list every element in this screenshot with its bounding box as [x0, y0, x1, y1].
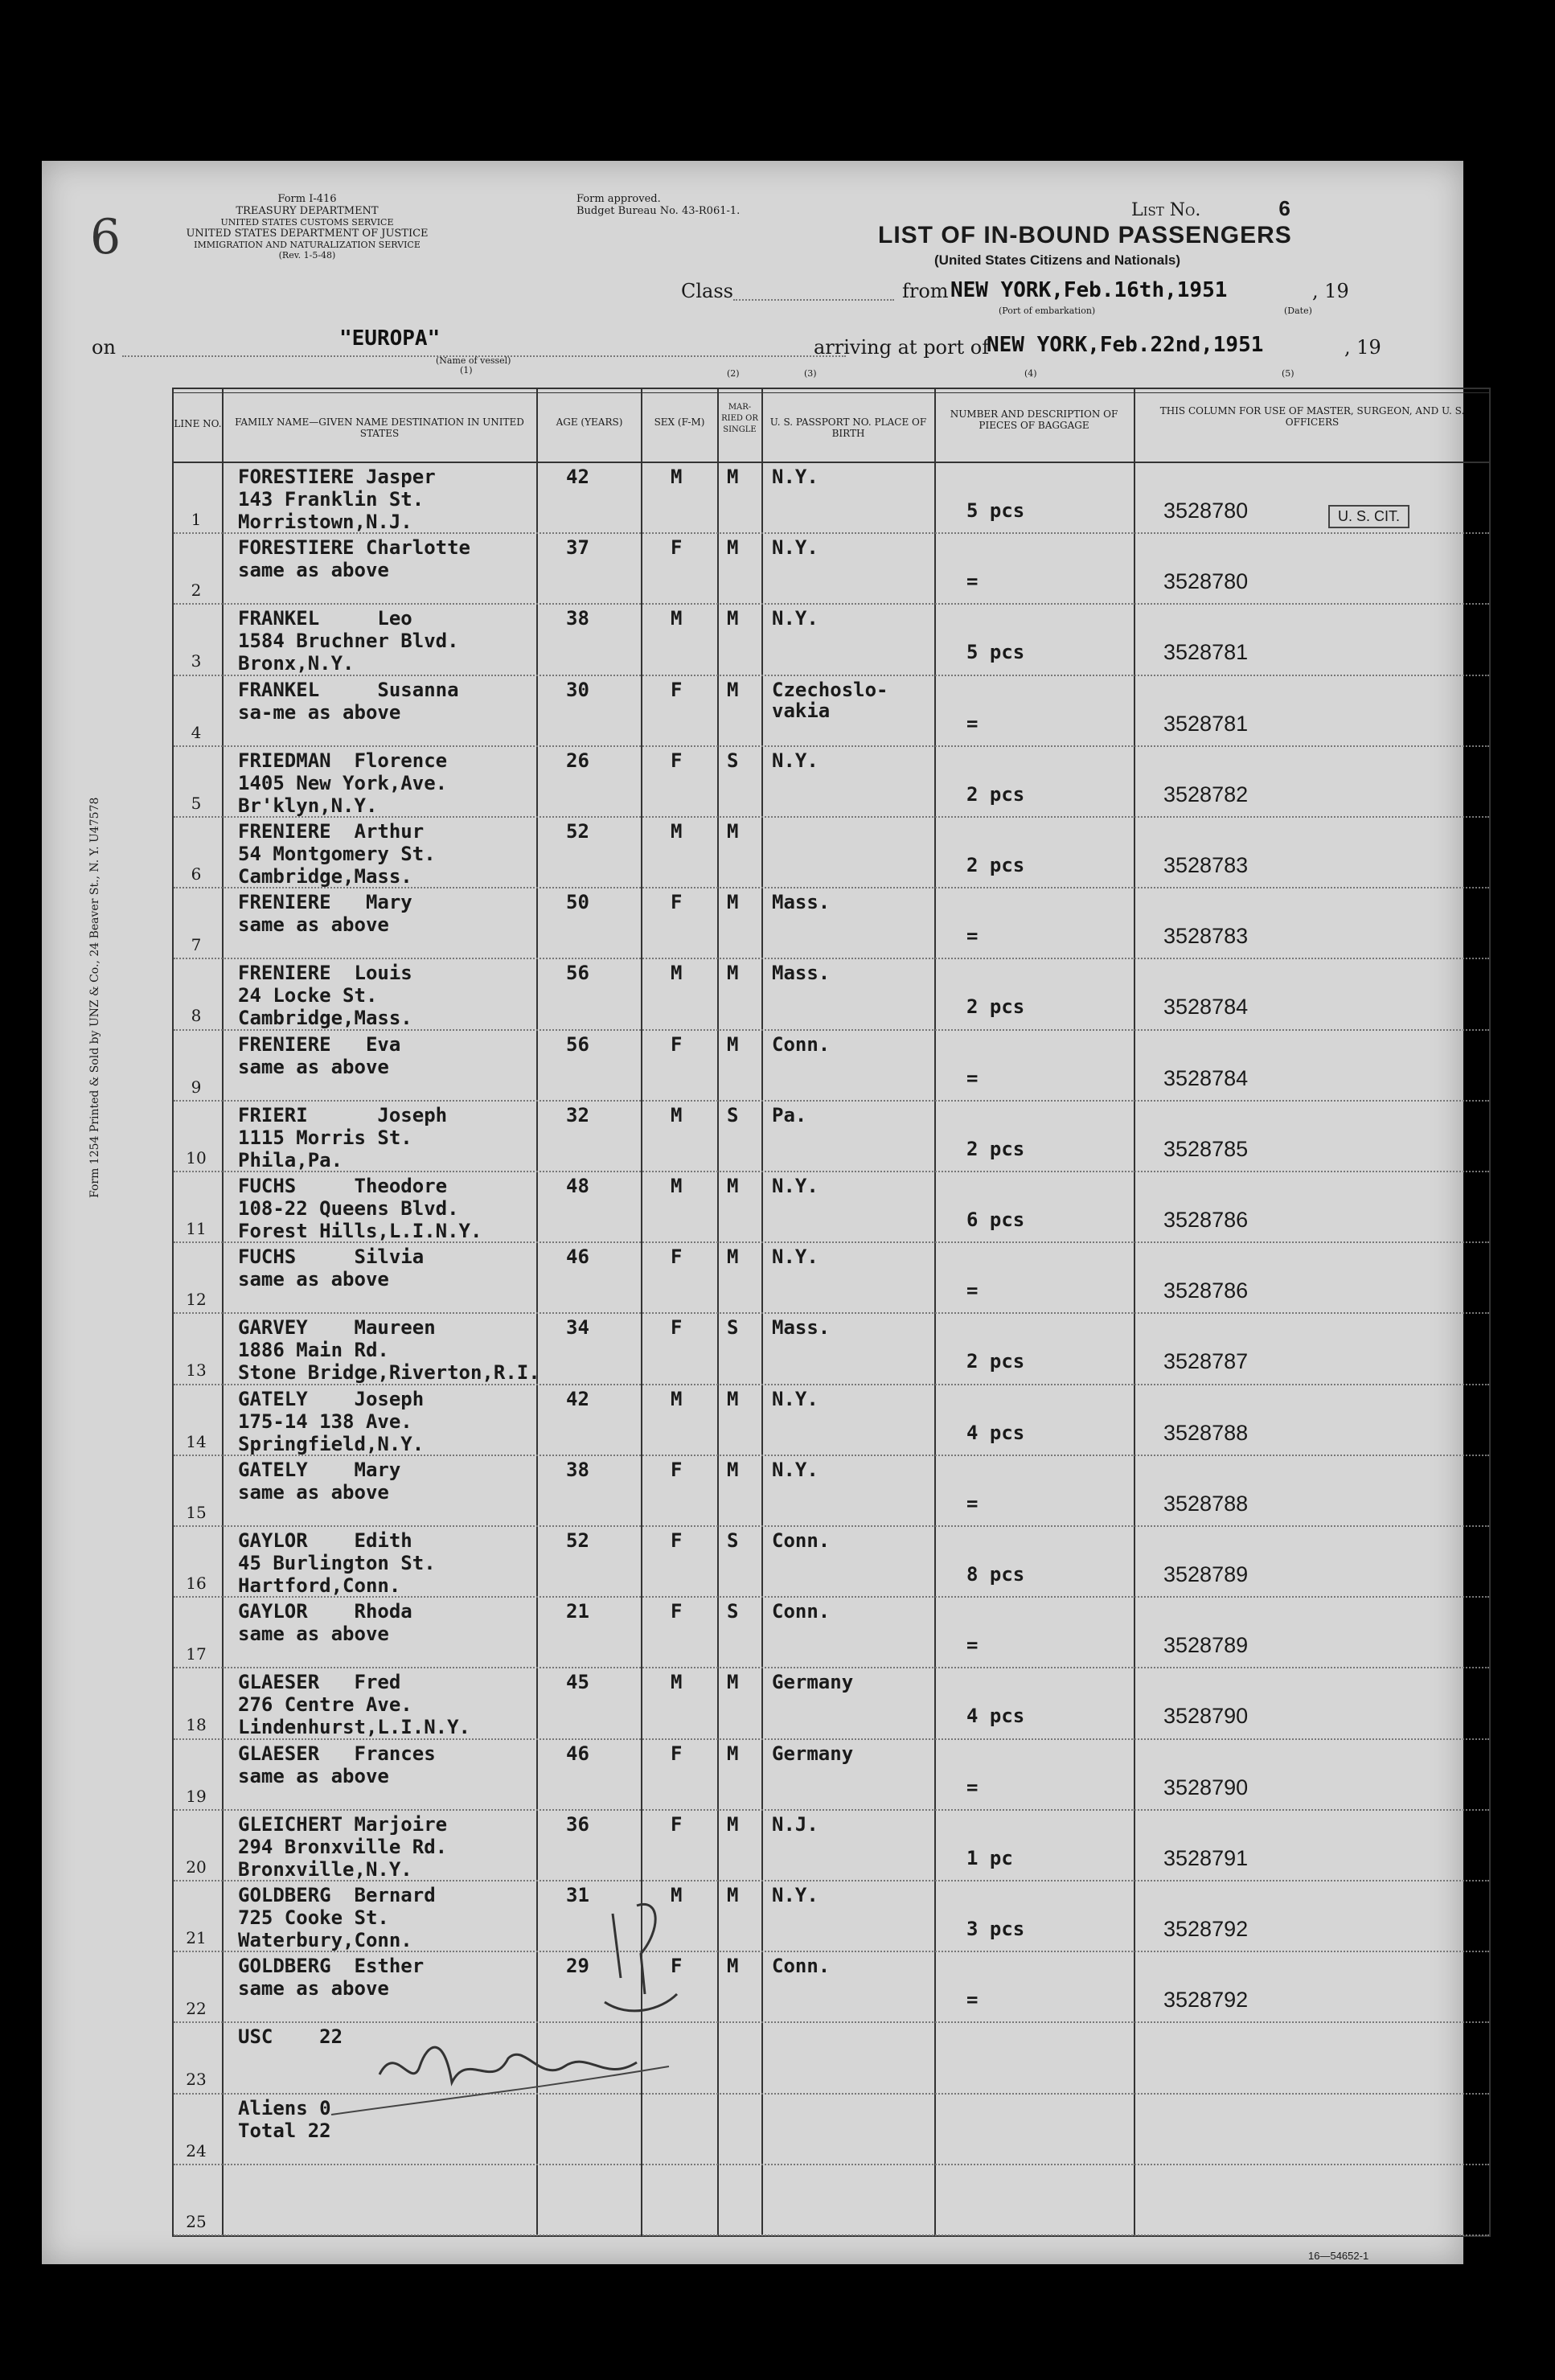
passenger-address: 143 Franklin St. [238, 488, 425, 511]
passenger-address: 1115 Morris St. [238, 1126, 412, 1149]
passenger-age: 56 [566, 1032, 589, 1056]
place-of-birth: N.Y. [772, 1458, 819, 1481]
passenger-age: 46 [566, 1742, 589, 1765]
passenger-age: 26 [566, 749, 589, 772]
baggage-pieces: = [966, 1634, 979, 1657]
place-of-birth: N.Y. [772, 749, 819, 772]
place-of-birth: Conn. [772, 1955, 831, 1978]
class-label: Class [681, 280, 733, 302]
passenger-address: same as above [238, 1055, 389, 1078]
baggage-pieces: 2 pcs [966, 1137, 1025, 1160]
passenger-age: 21 [566, 1600, 589, 1623]
passenger-sex: F [671, 1600, 683, 1623]
officer-number: 3528782 [1163, 782, 1249, 806]
baggage-pieces: = [966, 925, 979, 948]
passenger-name: FRENIERE Mary [238, 891, 412, 914]
officer-number: 3528783 [1163, 924, 1249, 949]
passenger-sex: F [671, 1458, 683, 1481]
line-number: 9 [191, 1077, 202, 1097]
passenger-age: 38 [566, 1458, 589, 1481]
col-header-passport: U. S. PASSPORT NO. PLACE OF BIRTH [769, 416, 927, 439]
page-title: LIST OF IN-BOUND PASSENGERS [878, 222, 1292, 248]
baggage-pieces: = [966, 712, 979, 735]
passenger-city: Stone Bridge,Riverton,R.I. [238, 1361, 540, 1385]
passenger-sex: F [671, 1032, 683, 1056]
margin-mark: 6 [90, 209, 121, 265]
marital-status: M [727, 678, 739, 701]
port-of-embarkation: NEW YORK,Feb.16th,1951 [950, 278, 1228, 302]
baggage-pieces: 8 pcs [966, 1563, 1025, 1586]
officer-number: 3528792 [1163, 1988, 1249, 2013]
marital-status: M [727, 466, 739, 488]
officer-number: 3528786 [1163, 1208, 1249, 1232]
passenger-age: 46 [566, 1245, 589, 1269]
footer-code: 16—54652-1 [1308, 2250, 1369, 2262]
passenger-address: 108-22 Queens Blvd. [238, 1197, 459, 1220]
passenger-city: Springfield,N.Y. [238, 1432, 425, 1455]
passenger-age: 37 [566, 536, 589, 560]
marital-status: S [727, 749, 739, 772]
passenger-address: 54 Montgomery St. [238, 843, 436, 865]
officer-number: 3528780 [1163, 569, 1249, 594]
passenger-address: same as above [238, 1977, 389, 2000]
passenger-name: FRENIERE Arthur [238, 820, 425, 843]
passenger-age: 31 [566, 1884, 589, 1906]
line-number: 6 [191, 864, 202, 884]
passenger-city: Hartford,Conn. [238, 1574, 401, 1597]
place-of-birth: Czechoslo-vakia [772, 678, 888, 722]
officer-number: 3528784 [1163, 995, 1249, 1020]
from-label: from [902, 280, 949, 302]
passenger-sex: F [671, 1955, 683, 1978]
passenger-sex: F [671, 1316, 683, 1340]
passenger-age: 45 [566, 1671, 589, 1694]
place-of-birth: Mass. [772, 891, 831, 914]
line-number: 22 [186, 1999, 207, 2019]
marital-status: M [727, 820, 739, 843]
marital-status: M [727, 1812, 739, 1836]
ins-service: IMMIGRATION AND NATURALIZATION SERVICE [194, 240, 421, 250]
passenger-address: 1584 Bruchner Blvd. [238, 630, 459, 653]
passenger-age: 52 [566, 1529, 589, 1552]
handwritten-total [589, 1881, 701, 2026]
on-label: on [92, 336, 116, 359]
place-of-birth: N.J. [772, 1812, 819, 1836]
place-of-birth: Germany [772, 1742, 854, 1765]
officer-number: 3528791 [1163, 1845, 1249, 1870]
passenger-address: 45 Burlington St. [238, 1552, 436, 1574]
place-of-birth: Conn. [772, 1600, 831, 1623]
marital-status: M [727, 1671, 739, 1694]
passenger-sex: M [671, 607, 683, 630]
passenger-sex: M [671, 1175, 683, 1197]
passenger-sex: F [671, 536, 683, 560]
budget-text: Budget Bureau No. 43-R061-1. [576, 205, 741, 217]
line-number: 2 [191, 581, 202, 601]
form-header [146, 193, 468, 261]
passenger-address: same as above [238, 1764, 389, 1787]
passenger-age: 50 [566, 891, 589, 914]
officer-number: 3528789 [1163, 1633, 1249, 1658]
customs-service: UNITED STATES CUSTOMS SERVICE [220, 217, 394, 228]
line-number: 14 [186, 1431, 207, 1451]
officer-number: 3528780 [1163, 499, 1249, 523]
passenger-name: GLAESER Frances [238, 1742, 436, 1765]
passenger-address: same as above [238, 1268, 389, 1291]
passenger-name: FUCHS Silvia [238, 1245, 425, 1269]
marital-status: M [727, 962, 739, 985]
col-num-1: (1) [460, 365, 473, 375]
line-number: 20 [186, 1857, 207, 1877]
passenger-name: FRIERI Joseph [238, 1103, 448, 1126]
line-number: 10 [186, 1147, 207, 1167]
passenger-name: GAYLOR Rhoda [238, 1600, 412, 1623]
passenger-city: Bronx,N.Y. [238, 652, 355, 675]
baggage-pieces: 1 pc [966, 1846, 1013, 1869]
baggage-pieces: = [966, 1066, 979, 1089]
manifest-page [42, 161, 1463, 2264]
line-number: 1 [191, 510, 202, 529]
officer-number: 3528792 [1163, 1917, 1249, 1941]
line-number: 23 [186, 2070, 207, 2090]
col-header-sex: SEX (F-M) [654, 416, 705, 428]
passenger-age: 56 [566, 962, 589, 985]
passenger-sex: F [671, 891, 683, 914]
marital-status: S [727, 1316, 739, 1340]
col-header-line: LINE NO. [174, 418, 222, 429]
passenger-address: Total 22 [238, 2119, 331, 2142]
marital-status: S [727, 1103, 739, 1126]
place-of-birth: N.Y. [772, 536, 819, 560]
arrival-port-date: NEW YORK,Feb.22nd,1951 [987, 333, 1264, 357]
line-number: 24 [186, 2140, 207, 2160]
place-of-birth: Mass. [772, 1316, 831, 1340]
marital-status: M [727, 1032, 739, 1056]
officer-number: 3528785 [1163, 1136, 1249, 1161]
side-print: Form 1254 Printed & Sold by UNZ & Co., 24 Beaver St., N. Y. U47578 [88, 797, 101, 1198]
passenger-city: Cambridge,Mass. [238, 865, 412, 888]
baggage-pieces: 5 pcs [966, 499, 1025, 522]
passenger-address: same as above [238, 1480, 389, 1504]
officer-number: 3528786 [1163, 1278, 1249, 1303]
baggage-pieces: 4 pcs [966, 1421, 1025, 1444]
marital-status: M [727, 536, 739, 560]
line-number: 8 [191, 1006, 202, 1026]
baggage-pieces: = [966, 1988, 979, 2012]
marital-status: M [727, 891, 739, 914]
line-number: 3 [191, 651, 202, 671]
passenger-name: GATELY Mary [238, 1458, 401, 1481]
passenger-name: GOLDBERG Bernard [238, 1884, 436, 1906]
passenger-age: 48 [566, 1175, 589, 1197]
approval-text: Form approved. [576, 193, 661, 205]
passenger-city: Phila,Pa. [238, 1148, 343, 1172]
passenger-name: FRANKEL Leo [238, 607, 412, 630]
signature [283, 2018, 765, 2139]
line-number: 21 [186, 1928, 207, 1947]
place-of-birth: Germany [772, 1671, 854, 1694]
line-number: 19 [186, 1786, 207, 1806]
place-of-birth: N.Y. [772, 607, 819, 630]
marital-status: M [727, 607, 739, 630]
passenger-address: 1405 New York,Ave. [238, 771, 448, 794]
baggage-pieces: 4 pcs [966, 1705, 1025, 1728]
us-citizen-stamp: U. S. CIT. [1328, 505, 1409, 528]
passenger-age: 32 [566, 1103, 589, 1126]
vessel-name: "EUROPA" [339, 326, 441, 351]
officer-number: 3528790 [1163, 1775, 1249, 1799]
passenger-city: Morristown,N.J. [238, 511, 412, 533]
passenger-sex: M [671, 1103, 683, 1126]
passenger-sex: M [671, 1387, 683, 1410]
list-no [1131, 196, 1290, 221]
year-suffix-2: , 19 [1344, 336, 1381, 359]
line-number: 12 [186, 1290, 207, 1310]
passenger-name: GLAESER Fred [238, 1671, 401, 1694]
col-header-baggage: NUMBER AND DESCRIPTION OF PIECES OF BAGGAGE [950, 408, 1118, 431]
baggage-pieces: 5 pcs [966, 641, 1025, 664]
officer-number: 3528781 [1163, 640, 1249, 665]
passenger-sex: M [671, 1671, 683, 1694]
justice-dept: UNITED STATES DEPARTMENT OF JUSTICE [186, 228, 429, 240]
passenger-name: GARVEY Maureen [238, 1316, 436, 1340]
passenger-age: 42 [566, 466, 589, 488]
passenger-city: Forest Hills,L.I.N.Y. [238, 1220, 482, 1242]
marital-status: M [727, 1387, 739, 1410]
year-suffix-1: , 19 [1312, 280, 1349, 302]
passenger-sex: F [671, 749, 683, 772]
marital-status: M [727, 1742, 739, 1765]
marital-status: M [727, 1245, 739, 1269]
passenger-sex: F [671, 1529, 683, 1552]
place-of-birth: Pa. [772, 1103, 807, 1126]
passenger-name: FRENIERE Eva [238, 1032, 401, 1056]
col-header-officers: THIS COLUMN FOR USE OF MASTER, SURGEON, AND U. S. OFFICERS [1159, 405, 1465, 428]
passenger-address: sa-me as above [238, 700, 401, 724]
list-no-label: List No. [1131, 200, 1201, 220]
baggage-pieces: = [966, 1775, 979, 1799]
passenger-address: same as above [238, 1623, 389, 1646]
passenger-name: FORESTIERE Jasper [238, 466, 436, 488]
passenger-name: GLEICHERT Marjoire [238, 1812, 448, 1836]
passenger-address: 1886 Main Rd. [238, 1339, 389, 1362]
arriving-label: arriving at port of [814, 336, 990, 359]
place-of-birth: N.Y. [772, 1884, 819, 1906]
line-number: 17 [186, 1644, 207, 1664]
col-num-4: (4) [1024, 368, 1037, 379]
passenger-address: 725 Cooke St. [238, 1906, 389, 1929]
passenger-city: Br'klyn,N.Y. [238, 794, 378, 817]
officer-number: 3528783 [1163, 853, 1249, 877]
line-number: 16 [186, 1574, 207, 1593]
passenger-name: FORESTIERE Charlotte [238, 536, 470, 560]
baggage-pieces: 2 pcs [966, 854, 1025, 876]
officer-number: 3528787 [1163, 1349, 1249, 1374]
passenger-address: 276 Centre Ave. [238, 1693, 412, 1717]
baggage-pieces: 2 pcs [966, 995, 1025, 1019]
line-number: 25 [186, 2211, 207, 2231]
baggage-pieces: 6 pcs [966, 1208, 1025, 1231]
passenger-name: GOLDBERG Esther [238, 1955, 425, 1978]
passenger-age: 29 [566, 1955, 589, 1978]
baggage-pieces: = [966, 570, 979, 593]
line-number: 15 [186, 1502, 207, 1522]
place-of-birth: N.Y. [772, 466, 819, 488]
revision: (Rev. 1-5-48) [278, 250, 336, 261]
passenger-name: USC 22 [238, 2025, 343, 2049]
baggage-pieces: = [966, 1279, 979, 1303]
passenger-age: 42 [566, 1387, 589, 1410]
marital-status: M [727, 1458, 739, 1481]
passenger-city: Waterbury,Conn. [238, 1929, 412, 1951]
passenger-name: Aliens 0 [238, 2096, 331, 2119]
col-num-3: (3) [804, 368, 817, 379]
line-number: 13 [186, 1360, 207, 1381]
officer-number: 3528788 [1163, 1491, 1249, 1516]
passenger-name: FRIEDMAN Florence [238, 749, 448, 772]
port-caption: (Port of embarkation) [999, 306, 1096, 316]
place-of-birth: Mass. [772, 962, 831, 985]
passenger-age: 30 [566, 678, 589, 701]
place-of-birth: N.Y. [772, 1245, 819, 1269]
marital-status: M [727, 1884, 739, 1906]
col-header-name: FAMILY NAME—GIVEN NAME DESTINATION IN UNITED STATES [235, 416, 524, 439]
treasury-dept: TREASURY DEPARTMENT [236, 205, 379, 217]
line-number: 5 [191, 793, 202, 813]
place-of-birth: Conn. [772, 1529, 831, 1552]
date-caption: (Date) [1284, 306, 1312, 316]
line-number: 7 [191, 935, 202, 955]
passenger-sex: M [671, 820, 683, 843]
passenger-address: same as above [238, 559, 389, 582]
passenger-address: same as above [238, 913, 389, 937]
passenger-sex: M [671, 1884, 683, 1906]
passenger-age: 36 [566, 1812, 589, 1836]
baggage-pieces: = [966, 1492, 979, 1515]
col-header-married: MAR-RIED OR SINGLE [721, 403, 758, 434]
passenger-age: 52 [566, 820, 589, 843]
line-number: 4 [191, 722, 202, 742]
passenger-sex: F [671, 1245, 683, 1269]
marital-status: S [727, 1600, 739, 1623]
line-number: 18 [186, 1715, 207, 1735]
passenger-address: 24 Locke St. [238, 984, 378, 1007]
baggage-pieces: 2 pcs [966, 1350, 1025, 1373]
baggage-pieces: 2 pcs [966, 782, 1025, 806]
passenger-age: 38 [566, 607, 589, 630]
list-no-value: 6 [1278, 196, 1290, 220]
place-of-birth: N.Y. [772, 1175, 819, 1197]
passenger-address: 294 Bronxville Rd. [238, 1835, 448, 1858]
officer-number: 3528788 [1163, 1420, 1249, 1445]
marital-status: M [727, 1175, 739, 1197]
marital-status: S [727, 1529, 739, 1552]
place-of-birth: Conn. [772, 1032, 831, 1056]
passenger-sex: F [671, 678, 683, 701]
baggage-pieces: 3 pcs [966, 1918, 1025, 1940]
passenger-name: FUCHS Theodore [238, 1175, 448, 1197]
officer-number: 3528781 [1163, 711, 1249, 736]
passenger-age: 34 [566, 1316, 589, 1340]
place-of-birth: N.Y. [772, 1387, 819, 1410]
page-subtitle: (United States Citizens and Nationals) [934, 252, 1181, 268]
officer-number: 3528784 [1163, 1065, 1249, 1090]
passenger-name: FRENIERE Louis [238, 962, 412, 985]
officer-number: 3528789 [1163, 1562, 1249, 1586]
passenger-name: GAYLOR Edith [238, 1529, 412, 1552]
passenger-sex: F [671, 1812, 683, 1836]
col-num-5: (5) [1282, 368, 1294, 379]
passenger-city: Bronxville,N.Y. [238, 1857, 412, 1881]
passenger-city: Lindenhurst,L.I.N.Y. [238, 1716, 470, 1739]
passenger-name: GATELY Joseph [238, 1387, 425, 1410]
col-header-age: AGE (YEARS) [556, 416, 623, 428]
passenger-sex: M [671, 962, 683, 985]
approval-block [576, 193, 740, 217]
officer-number: 3528790 [1163, 1704, 1249, 1729]
passenger-sex: M [671, 466, 683, 488]
marital-status: M [727, 1955, 739, 1978]
passenger-address: 175-14 138 Ave. [238, 1410, 412, 1433]
passenger-sex: F [671, 1742, 683, 1765]
col-num-2: (2) [727, 368, 740, 379]
passenger-name: FRANKEL Susanna [238, 678, 459, 701]
line-number: 11 [186, 1219, 207, 1238]
passenger-city: Cambridge,Mass. [238, 1007, 412, 1030]
form-number: Form I-416 [277, 193, 337, 205]
vessel-caption: (Name of vessel) [436, 355, 511, 366]
